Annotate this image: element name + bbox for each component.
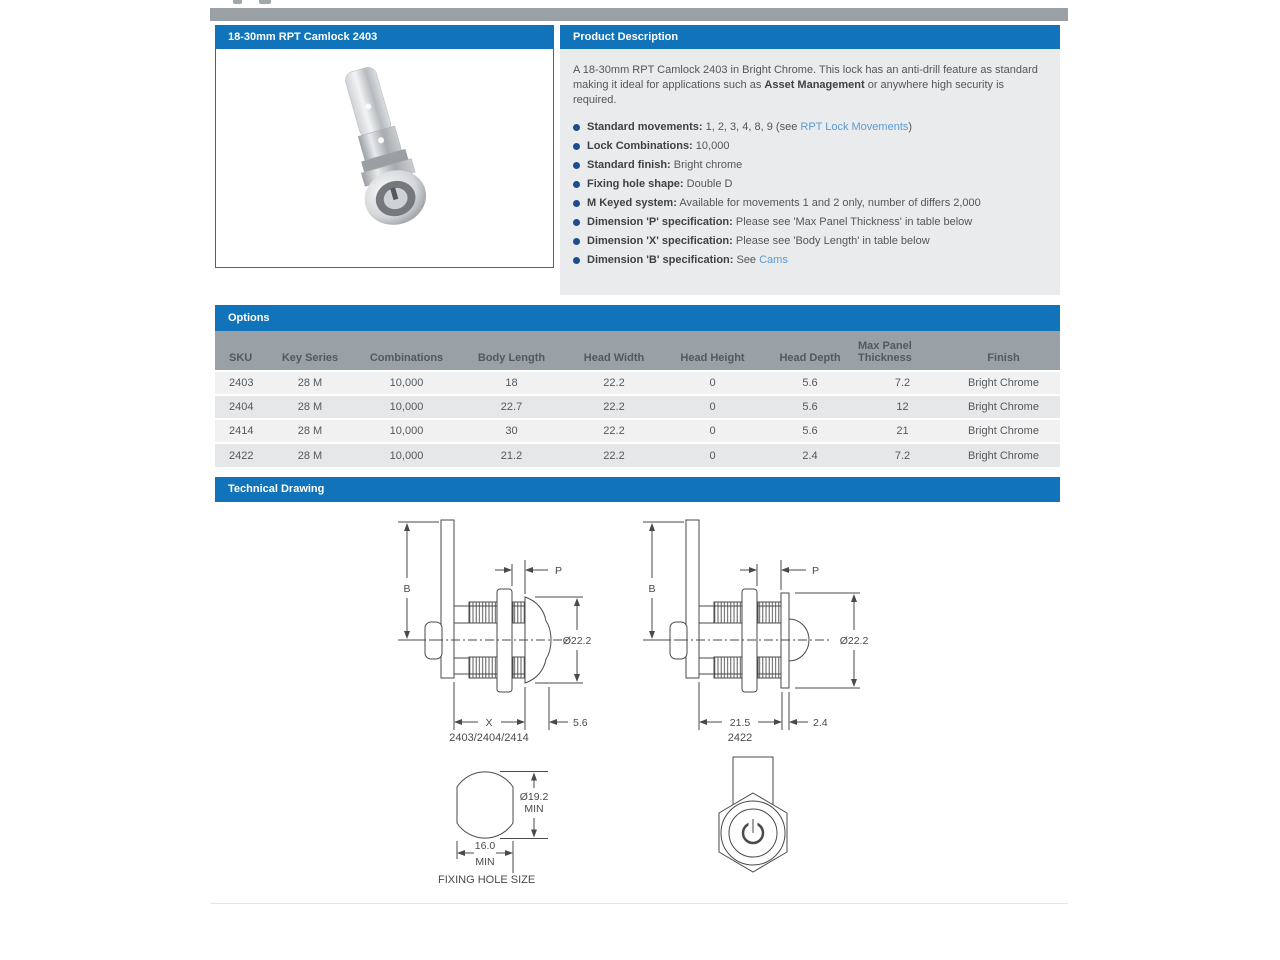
cell-sku: 2422 <box>229 449 254 462</box>
bottom-divider <box>210 903 1068 904</box>
cell-finish: Bright Chrome <box>968 449 1039 462</box>
cell: 28 M <box>297 401 323 413</box>
cell-sku: 2414 <box>229 425 254 437</box>
column-header-body-length: Body Length <box>458 331 565 371</box>
cell: 0 <box>709 449 716 462</box>
rpt-lock-movements-link[interactable]: RPT Lock Movements <box>800 121 909 133</box>
cell: 7.2 <box>894 449 911 462</box>
spec-label: Dimension 'B' specification: <box>587 254 734 266</box>
table-row <box>215 443 1060 467</box>
dim-label-diameter: Ø22.2 <box>839 635 869 647</box>
description-paragraph <box>573 63 1040 108</box>
table-row <box>215 371 1060 395</box>
column-header-head-height: Head Height <box>663 331 762 371</box>
cell: 28 M <box>297 449 323 462</box>
product-title: 18-30mm RPT Camlock 2403 <box>215 25 554 49</box>
spec-label: Fixing hole shape: <box>587 178 684 190</box>
dim-label-hole-dia-min: MIN <box>524 803 544 815</box>
cell: 22.2 <box>603 401 625 413</box>
spec-label: Lock Combinations: <box>587 140 693 152</box>
spec-list <box>573 121 1040 268</box>
table-row <box>215 395 1060 419</box>
spec-text: Please see 'Body Length' in table below <box>732 235 930 247</box>
spec-text: See <box>733 254 760 266</box>
bullet-dot <box>573 143 580 150</box>
dim-label-hole-diameter: Ø19.2 <box>519 791 549 803</box>
dim-label-p: P <box>812 565 820 577</box>
product-description-panel <box>560 25 1060 295</box>
dim-label-p: P <box>555 565 563 577</box>
cell-finish: Bright Chrome <box>968 401 1039 413</box>
spec-text: Available for movements 1 and 2 only, number of differs 2,000 <box>676 197 981 209</box>
fixing-hole-caption: FIXING HOLE SIZE <box>438 874 536 886</box>
cell: 22.2 <box>603 449 625 462</box>
table-row <box>215 419 1060 443</box>
cell: 30 <box>505 425 518 437</box>
spec-item <box>573 197 1040 211</box>
spec-item <box>573 235 1040 249</box>
dim-label-x: X <box>485 717 493 729</box>
spec-item <box>573 159 1040 173</box>
column-header-head-depth: Head Depth <box>762 331 858 371</box>
intro-text: A 18-30mm RPT Camlock 2403 in Bright Chrome. This lock has an anti-drill feature as standard making it ideal for applications such as <box>573 64 1038 91</box>
column-header-combinations: Combinations <box>355 331 458 371</box>
spec-label: Standard movements: <box>587 121 703 133</box>
cell-finish: Bright Chrome <box>968 377 1039 389</box>
cell: 22.2 <box>603 425 625 437</box>
cell-sku: 2404 <box>229 401 254 413</box>
cell: 5.6 <box>802 377 818 389</box>
dim-label-b: B <box>648 583 656 595</box>
description-body <box>560 49 1060 295</box>
drawing-caption: 2403/2404/2414 <box>449 732 529 744</box>
cell: 10,000 <box>389 377 424 389</box>
spec-label: Dimension 'P' specification: <box>587 216 733 228</box>
intro-text-end: or anywhere high security is required. <box>573 79 1005 106</box>
cell: 10,000 <box>389 425 424 437</box>
cell: 12 <box>896 401 909 413</box>
bullet-dot <box>573 124 580 131</box>
cropped-header-remnant <box>233 0 242 4</box>
spec-item <box>573 178 1040 192</box>
cell: 10,000 <box>389 401 424 413</box>
spec-text: Double D <box>683 178 733 190</box>
dim-label-hole-width: 16.0 <box>474 840 496 852</box>
cell: 28 M <box>297 377 323 389</box>
cropped-header-remnant <box>259 0 271 4</box>
technical-drawing-side-view-b <box>630 510 880 755</box>
cell: 0 <box>709 425 716 437</box>
intro-bold-text: Asset Management <box>764 79 865 91</box>
spec-text: Bright chrome <box>670 159 743 171</box>
cell-sku: 2403 <box>229 377 254 389</box>
spec-suffix: ) <box>908 121 913 133</box>
spec-item <box>573 140 1040 154</box>
top-divider-bar <box>210 8 1068 21</box>
spec-item <box>573 121 1040 135</box>
cell: 5.6 <box>802 401 818 413</box>
camlock-photo-illustration <box>216 49 553 266</box>
dim-label-depth: 2.4 <box>813 717 828 729</box>
cams-link[interactable]: Cams <box>759 254 788 266</box>
cell: 10,000 <box>389 449 424 462</box>
cell: 18 <box>505 377 518 389</box>
spec-text: Please see 'Max Panel Thickness' in table below <box>732 216 973 228</box>
cell-finish: Bright Chrome <box>968 425 1039 437</box>
cell: 22.7 <box>500 401 523 413</box>
cell: 2.4 <box>802 449 818 462</box>
cell: 21.2 <box>500 449 523 462</box>
column-header-sku: SKU <box>215 331 265 371</box>
cell: 5.6 <box>802 425 818 437</box>
dim-label-depth: 5.6 <box>573 717 588 729</box>
spec-item <box>573 216 1040 230</box>
options-section <box>215 305 1060 467</box>
spec-text: 10,000 <box>692 140 730 152</box>
cell: 0 <box>709 377 716 389</box>
options-title: Options <box>215 305 1060 331</box>
dim-label-diameter: Ø22.2 <box>562 635 592 647</box>
spec-item <box>573 254 1040 268</box>
cell: 28 M <box>297 425 323 437</box>
spec-label: Standard finish: <box>587 159 671 171</box>
cell: 0 <box>709 401 716 413</box>
bullet-dot <box>573 238 580 245</box>
bullet-dot <box>573 219 580 226</box>
spec-label: M Keyed system: <box>587 197 677 209</box>
dim-label-hole-width-min: MIN <box>475 856 495 868</box>
fixing-hole-drawing <box>430 755 615 890</box>
dim-label-b: B <box>403 583 411 595</box>
product-image-panel <box>215 25 554 268</box>
spec-text: 1, 2, 3, 4, 8, 9 (see <box>702 121 801 133</box>
column-header-head-width: Head Width <box>565 331 663 371</box>
product-photo <box>216 49 553 266</box>
technical-drawing-side-view-a <box>385 510 635 755</box>
description-title: Product Description <box>560 25 1060 49</box>
dim-label-x: 21.5 <box>729 717 751 729</box>
column-header-key-series: Key Series <box>265 331 355 371</box>
bullet-dot <box>573 200 580 207</box>
column-header-finish: Finish <box>947 331 1060 371</box>
options-table <box>215 331 1060 467</box>
bullet-dot <box>573 162 580 169</box>
technical-drawing-title: Technical Drawing <box>215 477 1060 502</box>
lock-front-view-drawing <box>690 745 830 895</box>
cell: 21 <box>896 425 909 437</box>
bullet-dot <box>573 257 580 264</box>
spec-label: Dimension 'X' specification: <box>587 235 733 247</box>
column-header-max-panel-thickness: Max Panel Thickness <box>858 331 947 371</box>
bullet-dot <box>573 181 580 188</box>
table-header-row <box>215 331 1060 371</box>
cell: 22.2 <box>603 377 625 389</box>
cell: 7.2 <box>894 377 911 389</box>
drawing-caption: 2422 <box>727 732 753 744</box>
